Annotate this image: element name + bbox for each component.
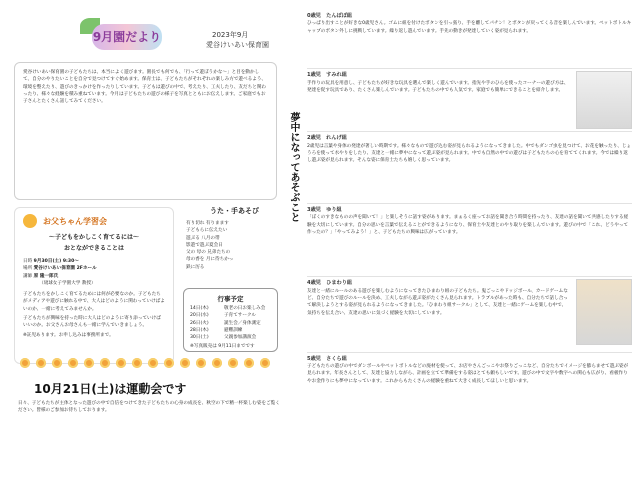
lecture-body2: 子どもたちが興味を持った時に大人はどのように寄り添っていけばいいのか。お父さんお母さんも一緒に学んでいきましょう。 [23,316,161,329]
event-day: 14日(木) [190,306,209,311]
section-divider [307,68,632,69]
lecture-title: お父ちゃん学習会 [43,216,107,226]
section-divider [307,131,632,132]
flower-icon [244,358,254,368]
event-day: 28日(木) [190,327,209,333]
section-photo [576,279,632,345]
flower-icon [212,358,222,368]
flower-icon [180,358,190,368]
song-line: 母の香を 月に待ちかっ [186,257,234,263]
lecture-body3: ※託児あります。お申し込みは事務所まで。 [23,332,114,338]
lecture-date-label: 日時 [23,259,33,264]
flower-icon [116,358,126,368]
lecture-date: 9月30日(土) 9:30〜 [33,259,79,264]
flower-icon [260,358,270,368]
section-photo [576,71,632,129]
section-title: 1歳児 すみれ組 [307,72,347,79]
sun-icon [23,214,37,228]
section-title: 5歳児 さくら組 [307,355,347,362]
newsletter-logo: 9月園だより [92,24,162,50]
flower-icon [100,358,110,368]
section-divider [307,203,632,204]
section-title: 2歳児 れんげ組 [307,135,347,142]
lecture-place: 愛谷けいあい保育園 2Fホール [33,266,97,272]
flower-icon [164,358,174,368]
event-day: 26日(火) [190,320,209,326]
lecture-lecturer: 原 隆一郎氏 [33,273,59,279]
lecture-subtitle: 〜子どもをかしこく育てるには〜 [48,234,139,241]
event-item: 誕生会／身体測定 [224,320,261,326]
song-line: 有り切れ 有りまます [186,221,229,226]
song-line: 鉄に厉る [186,264,205,270]
event-item: 避難訓練 [224,327,243,333]
flower-icon [196,358,206,368]
song-line: 遊ぶる 八月の帯 [186,235,220,241]
song-line: 子どもらに伝えたい [186,228,228,234]
events-title: 行事予定 [217,295,244,303]
song-line: 影遊で遊ぶ夏会日 [186,242,223,248]
section-divider [307,276,632,277]
flower-row [20,358,270,368]
lecture-lecturer-title: （琉球女子学園大学 教授） [39,280,96,286]
section-text: 友達と一緒にルールのある遊びを楽しむようになってきたひまわり組の子どもたち。鬼ごっこやドッジボール、カードゲームなど、自分たちで遊びのルールを決め、工夫しながら遊ぶ姿がたくさん見られます。トラブルがあった時も、自分たちで話し合って解決しようとする姿が見られるようになってきました。「ひまわり組サークル」として、友達と一緒にゲームを楽しむ中で、気持ちを伝え合い、友達の思いに気づく経験を大切にしています。 [307,288,568,316]
event-item: 父親参加講演会 [224,335,257,341]
vertical-theme-title: 夢中になってあそぶこと [288,112,299,222]
flower-icon [68,358,78,368]
section-divider [307,352,632,353]
flower-icon [52,358,62,368]
header-org: 愛谷けいあい保育園 [206,41,269,49]
events-note: ※写真販売は 9月11日までです [190,344,255,350]
flower-icon [84,358,94,368]
event-day: 30日(土) [190,335,209,341]
song-line: 父の 母の 兄弟たちの [186,250,231,256]
sports-day-body: 日々、子どもたちが主体となった遊びの中で自信をつけてきた子どもたちの心身の成長を、秋空の下で精一杯楽しむ姿をご覧ください。皆様のご参加お待ちしております。 [18,401,280,414]
song-title: うた・手あそび [210,207,259,215]
header-date: 2023年9月 [212,31,249,39]
section-title: 3歳児 ゆり組 [307,206,342,213]
lecture-body1: 子どもたちをかしこく育てるためには何が必要なのか。子どもたちがメディアや遊びに触れる中で、大人はどのように関わっていけばよいのか、一緒に考えてみませんか。 [23,292,165,312]
event-day: 20日(水) [190,313,209,319]
lecture-place-label: 場所 [23,266,33,272]
section-text: ひっぱり出すことが好きな0歳児さん。ゴムに紐を付けたボタンを引っ張り、手を離してパチン！とボタンが戻ってくる音を楽しんでいます。ペットボトルキャップのボタン外しに挑戦しています。繰り返し遊んでいます。手先の動きが発達していく姿が見られます。 [307,21,632,34]
flower-icon [20,358,30,368]
event-item: 敬老の日お楽しみ会 [224,306,266,311]
section-text: 2歳児は言葉や身体の発達が著しい時期です。様々なもので遊び込む姿が見られるようになってきました。中でもダンゴ虫を見つけて、お花を触ったり、じょうろを使って水やりをしたり、友達と一緒に夢中になって遊ぶ姿が見られます。中でも自然の中での遊びは子どもたちの心を育ててくれます。今では繰り返し遊ぶ姿が見られます。そんな姿に保育士たちも嬉しく思っています。 [307,143,632,164]
flower-icon [36,358,46,368]
sports-day-title: 10月21日(土)は運動会です [34,382,187,396]
intro-text: 愛谷けいあい保育園の子どもたちは、本当によく遊びます。園長でも何でも、「行って遊ぼうかな〜」と目を動かして、自分のやりたいことを自分で見つけてすぐ始めます。保育士は、子どもたちがそれぞれの楽しみ方で遊べるよう、環境を整えたり、遊びのきっかけを作ったりしています。子どもは遊びの中で、考えたり、工夫したり、友だちと関わったり、様々な経験を積み重ねています。今月は子どもたちの遊びの様子を写真とともにお伝えします。ご家庭でもお子さんとたくさん話してみてください。 [23,70,267,105]
lecture-lecturer-label: 講師 [23,273,33,279]
flower-icon [148,358,158,368]
flower-icon [132,358,142,368]
event-item: 子育てサークル [224,313,257,319]
section-title: 0歳児 たんぽぽ組 [307,13,353,19]
section-text: 手作りの玩具を用意し、子どもたちが好きな玩具を選んで楽しく遊んでいます。指先や手のひらを使ったコーナーの遊び方は、発達を促す玩具であり、たくさん楽しんでいます。子どもたちの中でも人気です。家庭でも簡単にできることを紹介します。 [307,80,569,94]
section-text: 子どもたちの遊びの中でダンボールやペットボトルなどの廃材を使って、お店やさんごっこやお祭りごっこなど、自分たちでイメージを膨らませて遊ぶ姿が見られます。年長さんとして、友達と協力しながら、計画を立てて準備をする姿はとても頼もしいです。遊びの中で文字や数字への関心も広がり、看板作りやお金作りにも夢中になっています。これからもたくさんの経験を重ねて大きく成長してほしいと思います。 [307,364,629,384]
section-text: 「ぼくのすきなものの声を聞いて！」と楽しそうに話す姿があります。まぁるく座ってお話を聞き合う時間を持ったり、友達の話を聞いて共感したりする経験を大切にしています。自分の思いを言葉で伝えることができるようになり、保育士や友達とのやり取りを楽しんでいます。遊びの中で「これ、どうやって作ったの？」「やってみよう！」と、子どもたちの興味は広がっています。 [307,215,629,235]
lecture-subtitle2: おとなができることは [63,245,124,252]
section-title: 4歳児 ひまわり組 [307,280,353,287]
flower-icon [228,358,238,368]
